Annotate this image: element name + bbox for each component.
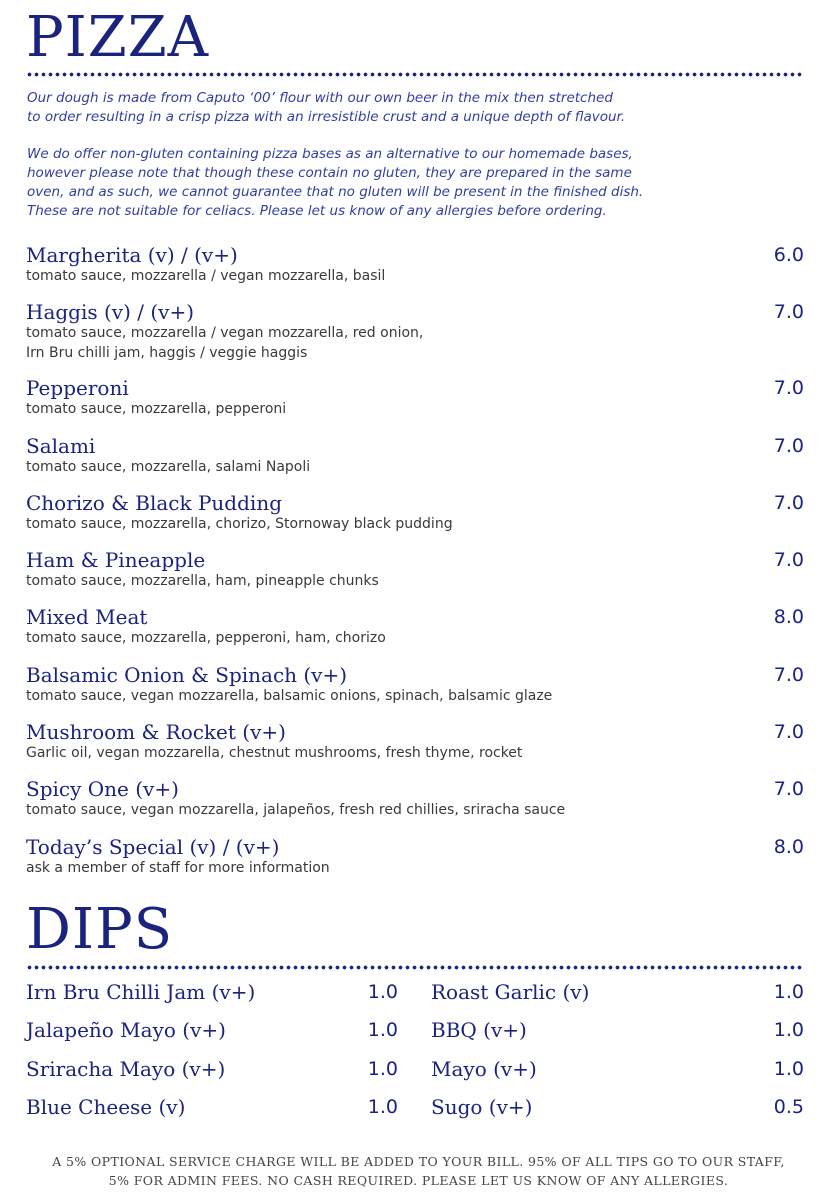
dip-price: 0.5 bbox=[773, 1095, 804, 1118]
item-description: Garlic oil, vegan mozzarella, chestnut mushrooms, fresh thyme, rocket bbox=[26, 745, 523, 762]
item-name: Pepperoni bbox=[26, 376, 129, 401]
dip-name: Sriracha Mayo (v+) bbox=[26, 1056, 226, 1081]
menu-item bbox=[26, 831, 804, 888]
dip-price: 1.0 bbox=[367, 1019, 398, 1042]
dotted-divider bbox=[26, 72, 804, 77]
menu-item bbox=[26, 773, 804, 830]
dip-item bbox=[431, 1055, 804, 1093]
dip-price: 1.0 bbox=[773, 1019, 804, 1042]
menu-item bbox=[26, 544, 804, 601]
item-price: 7.0 bbox=[773, 491, 804, 514]
item-price: 7.0 bbox=[773, 434, 804, 457]
menu-item bbox=[26, 601, 804, 658]
dip-item bbox=[26, 978, 398, 1016]
menu-item bbox=[26, 430, 804, 487]
dip-name: Sugo (v+) bbox=[431, 1094, 533, 1119]
pizza-section-title: PIZZA bbox=[26, 5, 210, 70]
item-description: tomato sauce, vegan mozzarella, jalapeños, fresh red chillies, sriracha sauce bbox=[26, 802, 566, 819]
dips-column-right bbox=[431, 978, 804, 1131]
item-description: tomato sauce, mozzarella, pepperoni bbox=[26, 401, 287, 418]
item-price: 6.0 bbox=[773, 244, 804, 266]
dip-item bbox=[431, 1016, 804, 1054]
item-price: 7.0 bbox=[773, 778, 804, 801]
item-price: 8.0 bbox=[773, 835, 804, 858]
menu-item bbox=[26, 659, 804, 716]
item-description: tomato sauce, mozzarella / vegan mozzarella, basil bbox=[26, 268, 386, 284]
item-description: tomato sauce, mozzarella, ham, pineapple chunks bbox=[26, 573, 379, 590]
dip-name: Mayo (v+) bbox=[431, 1056, 537, 1081]
item-name: Ham & Pineapple bbox=[26, 548, 206, 573]
item-description: ask a member of staff for more information bbox=[26, 859, 330, 876]
menu-item bbox=[26, 239, 804, 296]
item-description: tomato sauce, mozzarella, salami Napoli bbox=[26, 458, 311, 475]
pizza-list bbox=[26, 239, 804, 888]
pizza-intro bbox=[27, 89, 817, 239]
dip-price: 1.0 bbox=[367, 981, 398, 1003]
item-name: Balsamic Onion & Spinach (v+) bbox=[26, 662, 348, 687]
intro-paragraph-gluten: We do offer non-gluten containing pizza bases as an alternative to our homemade bases, however please note that though these contain no gluten, they are prepared in the same oven, and as such, we cannot guarantee that no gluten will be present in the finished dish. These are not suitable for celiacs. Please let us know of any allergies before ordering. bbox=[27, 146, 644, 219]
dip-name: BBQ (v+) bbox=[431, 1018, 527, 1043]
dip-price: 1.0 bbox=[773, 981, 804, 1003]
dip-item bbox=[431, 978, 804, 1016]
dip-price: 1.0 bbox=[773, 1057, 804, 1080]
item-price: 7.0 bbox=[773, 301, 804, 324]
item-description: tomato sauce, mozzarella, pepperoni, ham, chorizo bbox=[26, 630, 386, 647]
item-name: Mixed Meat bbox=[26, 605, 148, 630]
item-name: Spicy One (v+) bbox=[26, 777, 179, 802]
dip-price: 1.0 bbox=[367, 1057, 398, 1080]
dip-price: 1.0 bbox=[367, 1095, 398, 1118]
item-price: 7.0 bbox=[773, 663, 804, 686]
dip-name: Blue Cheese (v) bbox=[26, 1094, 186, 1119]
menu-item bbox=[26, 716, 804, 773]
dips-column-left bbox=[26, 978, 398, 1131]
menu-item bbox=[26, 487, 804, 544]
item-price: 8.0 bbox=[773, 606, 804, 629]
dip-item bbox=[26, 1093, 398, 1131]
service-charge-notice: A 5% OPTIONAL SERVICE CHARGE WILL BE ADDED TO YOUR BILL. 95% OF ALL TIPS GO TO OUR STAFF, 5% FOR ADMIN FEES. NO CASH REQUIRED. PLEASE LET US KNOW OF ANY ALLERGIES. bbox=[52, 1154, 785, 1188]
dotted-divider bbox=[26, 965, 804, 970]
item-name: Mushroom & Rocket (v+) bbox=[26, 720, 286, 745]
dip-item bbox=[26, 1016, 398, 1054]
item-name: Salami bbox=[26, 433, 96, 458]
dips-section-title: DIPS bbox=[26, 897, 174, 962]
item-price: 7.0 bbox=[773, 721, 804, 744]
dip-name: Roast Garlic (v) bbox=[431, 980, 590, 1004]
menu-item bbox=[26, 372, 804, 429]
item-description: tomato sauce, vegan mozzarella, balsamic onions, spinach, balsamic glaze bbox=[26, 687, 553, 704]
item-name: Margherita (v) / (v+) bbox=[26, 243, 238, 267]
dip-item bbox=[431, 1093, 804, 1131]
intro-paragraph-dough: Our dough is made from Caputo ‘00’ flour with our own beer in the mix then stretched to order resulting in a crisp pizza with an irresistible crust and a unique depth of flavour. bbox=[27, 90, 626, 125]
item-price: 7.0 bbox=[773, 377, 804, 400]
item-description: tomato sauce, mozzarella, chorizo, Stornoway black pudding bbox=[26, 515, 453, 532]
dip-name: Irn Bru Chilli Jam (v+) bbox=[26, 980, 256, 1004]
item-name: Today’s Special (v) / (v+) bbox=[26, 834, 280, 859]
dip-name: Jalapeño Mayo (v+) bbox=[26, 1018, 226, 1043]
item-name: Chorizo & Black Pudding bbox=[26, 490, 282, 515]
item-name: Haggis (v) / (v+) bbox=[26, 300, 195, 325]
item-description: tomato sauce, mozzarella / vegan mozzarella, red onion, Irn Bru chilli jam, haggis / veggie haggis bbox=[26, 325, 424, 361]
item-price: 7.0 bbox=[773, 549, 804, 572]
menu-item bbox=[26, 296, 804, 372]
dip-item bbox=[26, 1055, 398, 1093]
